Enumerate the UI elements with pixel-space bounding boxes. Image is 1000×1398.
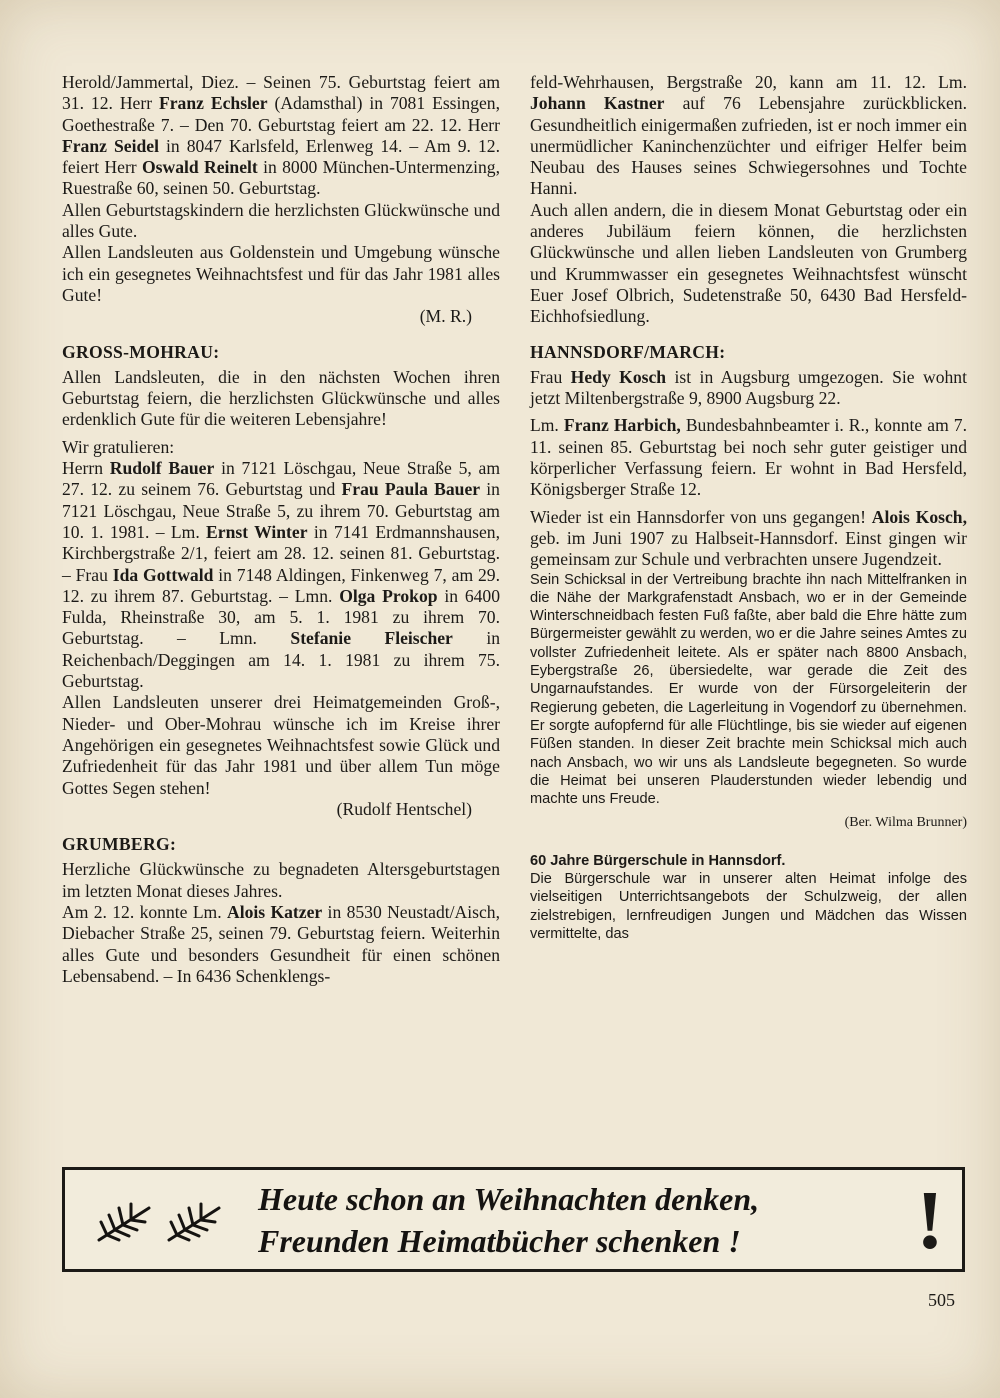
paragraph	[530, 367, 967, 410]
banner-line-1: Heute schon an Weihnachten denken,	[258, 1181, 760, 1217]
page-number: 505	[928, 1290, 955, 1310]
paragraph	[62, 200, 500, 243]
left-column	[62, 72, 500, 987]
text-segment: Allen Landsleuten unserer drei Heimatgemeinden Groß-, Nieder- und Ober-Mohrau wünsche ich im Kreise ihrer Angehörigen ein gesegnetes Weihnachtsfest sowie Glück und Zufriedenheit für das Jahr 1981 und über allem Tun möge Gottes Segen stehen!	[62, 692, 500, 798]
paragraph	[530, 72, 967, 200]
section-heading	[62, 834, 500, 855]
text-segment: Herold/Jammertal, Diez. – Seinen 75. Geburtstag feiert am 31. 12. Herr	[62, 72, 500, 114]
text-segment: Auch allen andern, die in diesem Monat Geburtstag oder ein anderes Jubiläum feiern können, die herzlichsten Glückwünsche und allen lieben Landsleuten von Grumberg und Krummwasser ein gesegnetes Weihnachtsfest wünscht Euer Josef Olbrich, Sudetenstraße 50, 6430 Bad Hersfeld-Eichhofsiedlung.	[530, 199, 967, 327]
paragraph	[62, 242, 500, 306]
text-segment: (Rudolf Hentschel)	[336, 798, 472, 819]
text-segment: Bundesbahnbeamter i. R., konnte am 7. 11. seinen 85. Geburtstag bei noch sehr guter geistiger und körperlicher Verfassung feiern. Er wohnt in Bad Hersfeld, Königsberger Straße 12.	[530, 415, 967, 500]
section-heading	[62, 342, 500, 363]
text-segment: in 7121 Löschgau, Neue Straße 5, zu ihrem 70. Geburtstag am 10. 1. 1981. – Lm.	[62, 479, 500, 542]
text-segment: Wir gratulieren:	[62, 436, 175, 457]
text-segment: Wieder ist ein Hannsdorfer von uns gegangen!	[530, 506, 872, 527]
right-column	[530, 72, 967, 943]
person-name: Ernst Winter	[206, 521, 308, 542]
text-segment: Frau	[530, 366, 571, 387]
text-segment: (M. R.)	[419, 306, 472, 327]
person-name: Johann Kastner	[530, 93, 665, 114]
paragraph	[530, 852, 967, 870]
text-segment: auf 76 Lebensjahre zurückblicken. Gesundheitlich einigermaßen zufrieden, ist er noch immer ein unermüdlicher Kaninchenzüchter und eifriger Helfer beim Neubau des Hauses seines Schwiegersohnes und Tochte Hanni.	[530, 93, 967, 199]
person-name: Franz Harbich,	[563, 415, 681, 436]
text-segment: Sein Schicksal in der Vertreibung brachte ihn nach Mittelfranken in die Nähe der Markgrafenstadt Ansbach, wo er in der Gemeinde Winterschneidbach festen Fuß faßte, aber bald die Ehre hätte zum Bürgermeister gewählt zu werden, wo er die Jahre seines Amtes zu vollster Zufriedenheit leitete. Als er später nach 8800 Ansbach, Eybergstraße 26, übersiedelte, war gerade die Zeit des Ungarnaufstandes. Er wurde von der Fürsorgeleiterin der Regierung gebeten, die Lagerleitung in Vogendorf zu übernehmen. Er sorgte aufopfernd für alle Flüchtlinge, bis sie wieder auf eigenen Füßen standen. In dieser Zeit brachte mein Schicksal mich auch nach Ansbach, wo wir uns als Landsleute begegneten. So wurde die Heimat bei unseren Plauderstunden wieder lebendig und machte uns Freude.	[530, 571, 967, 808]
text-segment: HANNSDORF/MARCH:	[530, 341, 726, 362]
paragraph	[530, 571, 967, 809]
text-segment: in 7121 Löschgau, Neue Straße 5, am 27. 12. zu seinem 76. Geburtstag und	[62, 458, 501, 500]
text-segment: in 7141 Erdmannshausen, Kirchbergstraße 2/1, feiert am 28. 12. seinen 81. Geburtstag. – Frau	[62, 521, 500, 585]
text-segment: Allen Landsleuten, die in den nächsten Wochen ihren Geburtstag feiern, die herzlichsten Glückwünsche und alles erdenklich Gute für die weiteren Lebensjahre!	[62, 366, 500, 430]
text-segment: GROSS-MOHRAU:	[62, 341, 220, 362]
paragraph	[530, 870, 967, 943]
text-segment: in 8530 Neustadt/Aisch, Diebacher Straße 25, seinen 79. Geburtstag feiern. Weiterhin alles Gute und besonders Gesundheit für einen schönen Lebensabend. – In 6436 Schenklengs-	[62, 901, 500, 986]
text-segment: (Adamsthal) in 7081 Essingen, Goethestraße 7. – Den 70. Geburtstag feiert am 22. 12. Herr	[62, 93, 500, 135]
paragraph	[530, 812, 967, 833]
person-name: Ida Gottwald	[112, 564, 214, 585]
person-name: Stefanie Fleischer	[290, 628, 453, 649]
person-name: Rudolf Bauer	[109, 458, 215, 479]
fir-branch-icon	[89, 1200, 239, 1248]
text-segment: GRUMBERG:	[62, 834, 177, 855]
text-segment: Herzliche Glückwünsche zu begnadeten Altersgeburtstagen im letzten Monat dieses Jahres.	[62, 859, 500, 901]
person-name: Franz Echsler	[159, 93, 268, 114]
paragraph	[62, 437, 500, 458]
paragraph	[62, 72, 500, 200]
text-segment: in Reichenbach/Deggingen am 14. 1. 1981 zu ihrem 75. Geburtstag.	[62, 628, 501, 692]
text-segment: Am 2. 12. konnte Lm.	[62, 901, 227, 922]
paragraph	[530, 200, 967, 328]
paragraph	[62, 458, 500, 692]
text-segment: in 8047 Karlsfeld, Erlenweg 14. – Am 9. 12. feiert Herr	[62, 135, 500, 178]
paragraph	[62, 367, 500, 431]
text-segment: Herrn	[62, 458, 110, 479]
christmas-banner	[62, 1167, 965, 1272]
person-name: Franz Seidel	[62, 135, 159, 156]
paragraph	[62, 902, 500, 987]
text-segment: geb. im Juni 1907 zu Halbseit-Hannsdorf. Einst gingen wir gemeinsam zur Schule und verbrachten unsere Jugendzeit.	[530, 527, 967, 570]
text-segment: ist in Augsburg umgezogen. Sie wohnt jetzt Miltenbergstraße 9, 8900 Augsburg 22.	[530, 366, 967, 409]
text-segment: (Ber. Wilma Brunner)	[844, 815, 967, 831]
paragraph	[62, 799, 500, 820]
text-segment: in 7148 Aldingen, Finkenweg 7, am 29. 12. zu ihrem 87. Geburtstag. – Lmn.	[62, 564, 500, 606]
text-segment: 60 Jahre Bürgerschule in Hannsdorf.	[530, 852, 786, 869]
paragraph	[62, 306, 500, 327]
text-segment: Allen Landsleuten aus Goldenstein und Umgebung wünsche ich ein gesegnetes Weihnachtsfest und für das Jahr 1981 alles Gute!	[62, 242, 500, 305]
text-segment: in 6400 Fulda, Rheinstraße 30, am 5. 1. 1981 zu ihrem 70. Geburtstag. – Lmn.	[62, 585, 501, 649]
paragraph	[62, 692, 500, 798]
text-segment: Die Bürgerschule war in unserer alten Heimat infolge des vielseitigen Unterrichtsangebots der Schulzweig, der allen zielstrebigen, lernfreudigen Jungen und Mädchen das Wissen vermittelte, das	[530, 870, 967, 942]
paragraph	[530, 507, 967, 571]
section-heading	[530, 342, 967, 363]
text-segment: Allen Geburtstagskindern die herzlichsten Glückwünsche und alles Gute.	[62, 199, 500, 242]
paragraph	[530, 415, 967, 500]
paragraph	[62, 859, 500, 902]
person-name: Oswald Reinelt	[142, 157, 258, 178]
banner-line-2: Freunden Heimatbücher schenken !	[258, 1223, 741, 1259]
text-segment: feld-Wehrhausen, Bergstraße 20, kann am 11. 12. Lm.	[530, 72, 967, 92]
person-name: Alois Katzer	[226, 901, 323, 922]
person-name: Olga Prokop	[339, 585, 438, 606]
banner-exclamation: !	[916, 1174, 944, 1267]
person-name: Alois Kosch,	[871, 506, 967, 527]
text-segment: Lm.	[530, 415, 564, 436]
person-name: Hedy Kosch	[570, 366, 667, 387]
person-name: Frau Paula Bauer	[341, 479, 481, 500]
text-segment: in 8000 München-Untermenzing, Ruestraße 60, seinen 50. Geburtstag.	[62, 157, 500, 199]
